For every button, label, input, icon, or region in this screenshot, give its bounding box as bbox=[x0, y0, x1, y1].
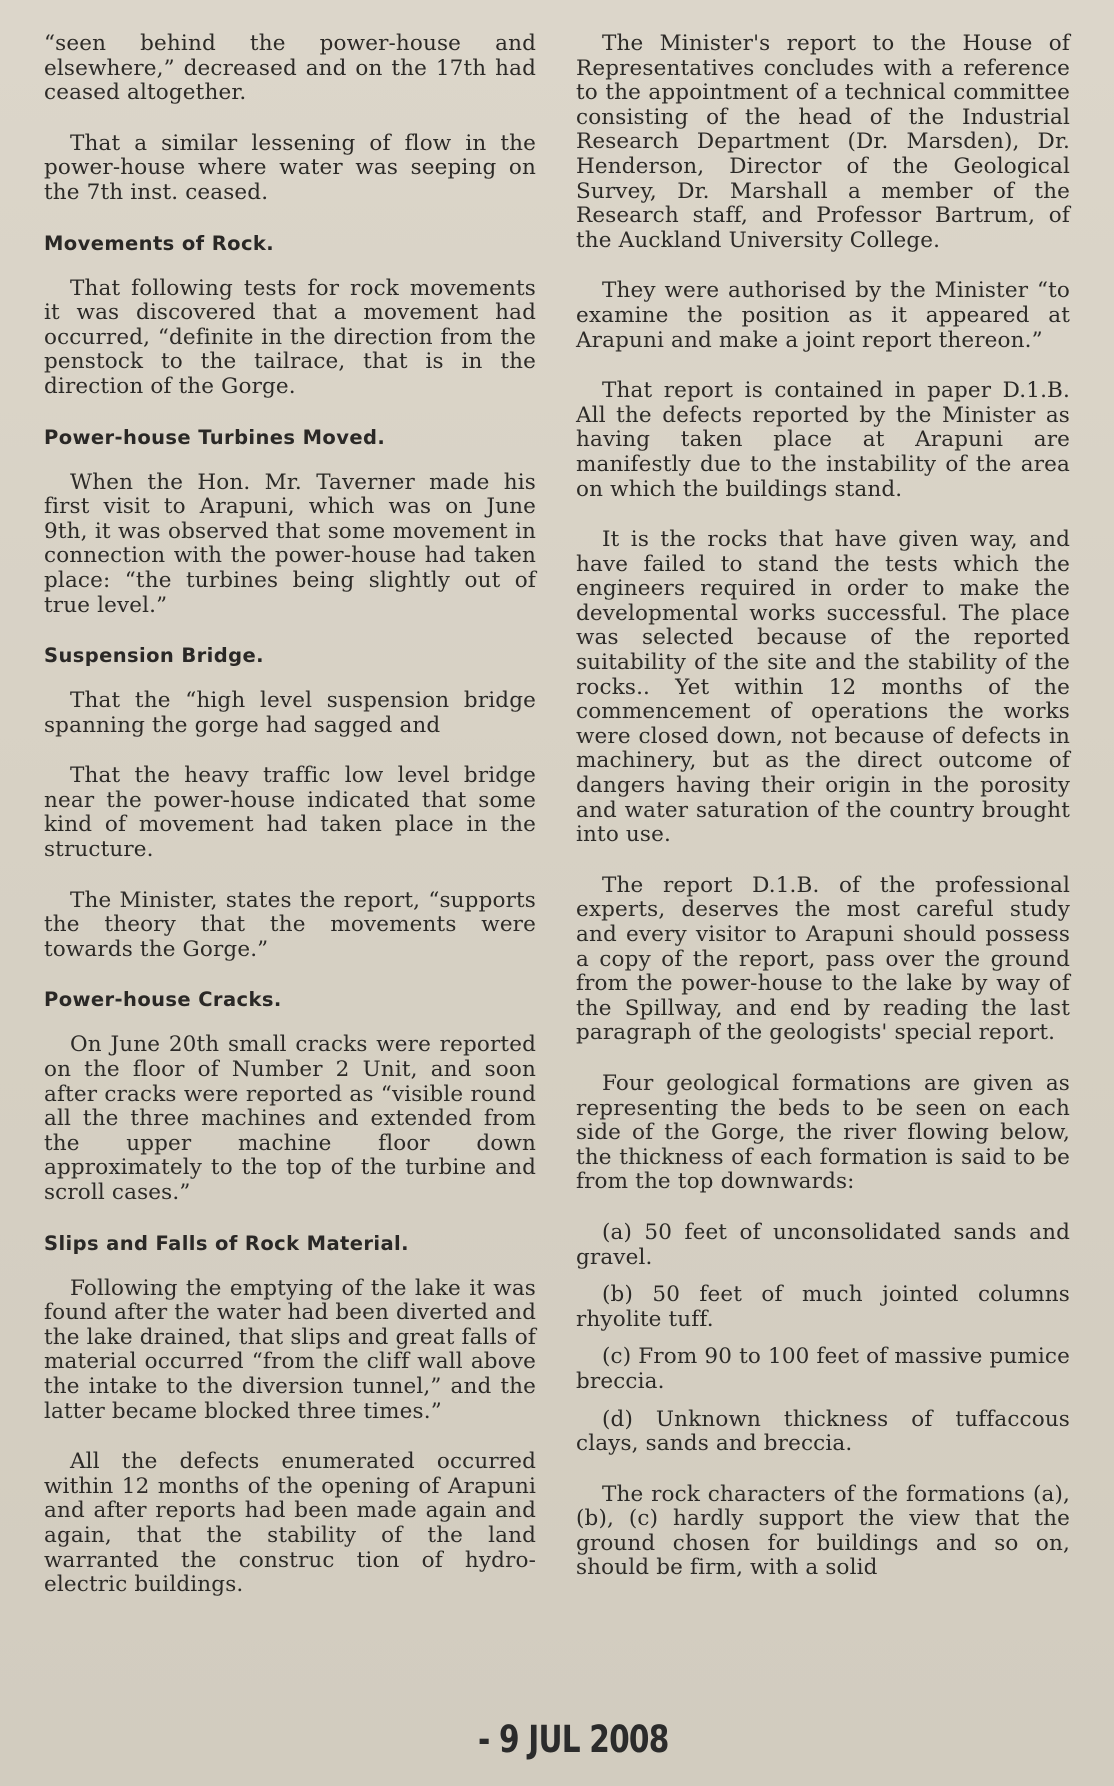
paragraph: They were authorised by the Minister “to examine the position as it appeared at Arapuni and make a joint report thereon.” bbox=[576, 278, 1070, 353]
date-stamp: - 9 JUL 2008 bbox=[478, 1718, 669, 1761]
paragraph: The rock characters of the formations (a), (b), (c) hardly support the view that the ground chosen for buildings and so on, should be firm, with a solid bbox=[576, 1481, 1070, 1581]
list-item: (d) Unknown thickness of tuffaccous clays, sands and breccia. bbox=[576, 1406, 1070, 1457]
section-heading: Movements of Rock. bbox=[44, 231, 275, 255]
paragraph: On June 20th small cracks were reported on the floor of Number 2 Unit, and soon after cracks were reported as “visible round all the three machines and extended from the upper machine floor down approximately to the top of the turbine and scroll cases.” bbox=[44, 1032, 536, 1205]
paragraph: That the “high level suspension bridge spanning the gorge had sagged and bbox=[44, 688, 536, 738]
left-column bbox=[44, 32, 536, 1624]
paragraph: Four geological formations are given as representing the beds to be seen on each side of the Gorge, the river flowing below, the thickness of each formation is said to be from the top downwards: bbox=[576, 1070, 1070, 1195]
list-item: (c) From 90 to 100 feet of massive pumice breccia. bbox=[576, 1344, 1070, 1394]
paragraph: Following the emptying of the lake it was found after the water had been diverted and the lake drained, that slips and great falls of material occurred “from the cliff wall above the intake to the diversion tunnel,” and the latter became blocked three times.” bbox=[44, 1275, 536, 1424]
section-heading: Slips and Falls of Rock Material. bbox=[44, 1231, 409, 1255]
list-item: (b) 50 feet of much jointed columns rhyolite tuff. bbox=[576, 1282, 1070, 1332]
paragraph: “seen behind the power-house and elsewhere,” decreased and on the 17th had ceased altogether. bbox=[44, 31, 536, 106]
paragraph: It is the rocks that have given way, and have failed to stand the tests which the engineers required in order to make the developmental works successful. The place was selected because of the reported suitability of the site and the stability of the rocks.. Yet within 12 months of the commencement of operations the works were closed down, not because of defects in machinery, but as the direct outcome of dangers having their origin in the porosity and water saturation of the country brought into use. bbox=[576, 527, 1070, 848]
paragraph: When the Hon. Mr. Taverner made his first visit to Arapuni, which was on June 9th, it was observed that some movement in connection with the power-house had taken place: “the turbines being slightly out of true level.” bbox=[44, 469, 536, 618]
right-column bbox=[576, 32, 1070, 1607]
paragraph: That following tests for rock movements it was discovered that a movement had occurred, “definite in the direction from the penstock to the tailrace, that is in the direction of the Gorge. bbox=[44, 275, 536, 399]
paragraph: That the heavy traffic low level bridge near the power-house indicated that some kind of movement had taken place in the structure. bbox=[44, 763, 536, 863]
list-item: (a) 50 feet of unconsolidated sands and gravel. bbox=[576, 1219, 1070, 1270]
paragraph: That report is contained in paper D.1.B. All the defects reported by the Minister as having taken place at Arapuni are manifestly due to the instability of the area on which the buildings stand. bbox=[576, 378, 1070, 502]
paragraph: That a similar lessening of flow in the power-house where water was seeping on the 7th inst. ceased. bbox=[44, 130, 536, 205]
section-heading: Suspension Bridge. bbox=[44, 644, 264, 668]
paragraph: The report D.1.B. of the professional experts, deserves the most careful study and every visitor to Arapuni should possess a copy of the report, pass over the ground from the power-house to the lake by way of the Spillway, and end by reading the last paragraph of the geologists' special report. bbox=[576, 872, 1070, 1046]
section-heading: Power-house Cracks. bbox=[44, 988, 282, 1012]
paragraph: The Minister, states the report, “supports the theory that the movements were towards the Gorge.” bbox=[44, 887, 536, 962]
paragraph: All the defects enumerated occurred within 12 months of the opening of Arapuni and after reports had been made again and again, that the stability of the land warranted the construc tion of hydro-electric buildings. bbox=[44, 1449, 536, 1598]
section-heading: Power-house Turbines Moved. bbox=[44, 425, 386, 449]
paragraph: The Minister's report to the House of Representatives concludes with a reference to the appointment of a technical committee consisting of the head of the Industrial Research Department (Dr. Marsden), Dr. Henderson, Director of the Geological Survey, Dr. Marshall a member of the Research staff, and Professor Bartrum, of the Auckland University College. bbox=[576, 31, 1070, 253]
